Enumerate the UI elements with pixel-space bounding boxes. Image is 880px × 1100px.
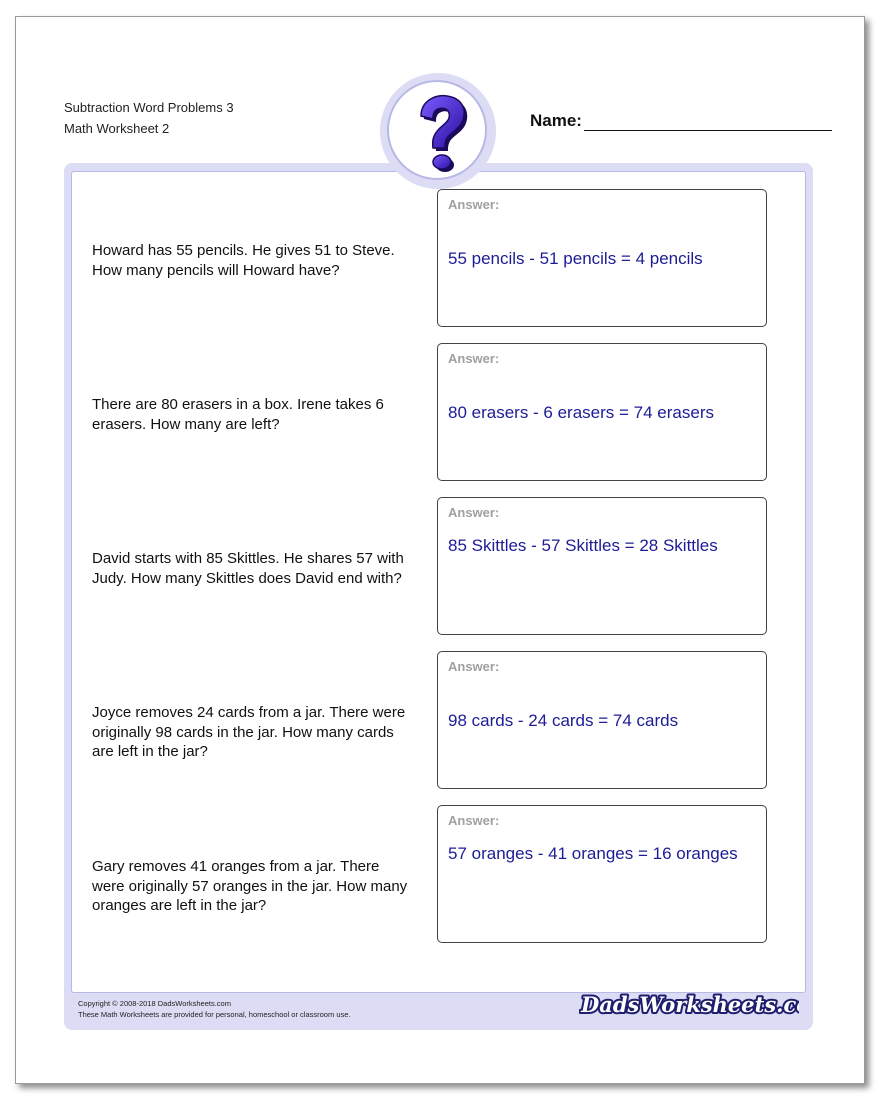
footer-notes [78,998,351,1020]
copyright-text: Copyright © 2008-2018 DadsWorksheets.com [78,999,231,1008]
answer-label: Answer: [448,813,500,828]
worksheet-title-block [64,97,234,139]
problem-text: Joyce removes 24 cards from a jar. There were originally 98 cards in the jar. How many cards are left in the jar? [92,704,406,760]
worksheet-page [15,16,865,1084]
worksheet-subtitle: Math Worksheet 2 [64,121,170,136]
answer-label: Answer: [448,659,500,674]
problems-panel [71,171,806,993]
answer-text: 98 cards - 24 cards = 74 cards [448,711,679,730]
answer-label: Answer: [448,505,500,520]
answer-box [437,343,767,481]
brand-logo-outline: DadsWorksheets.c [581,992,797,1017]
problem-text: Howard has 55 pencils. He gives 51 to Steve. How many pencils will Howard have? [92,242,395,279]
name-underline [584,114,832,131]
problem-text: David starts with 85 Skittles. He shares 57 with Judy. How many Skittles does David end with? [92,550,404,587]
answer-box [437,189,767,327]
answer-text: 57 oranges - 41 oranges = 16 oranges [448,844,738,863]
question-mark-icon [389,82,485,178]
brand-logo-image [579,989,799,1019]
worksheet-title: Subtraction Word Problems 3 [64,100,234,115]
answer-text: 55 pencils - 51 pencils = 4 pencils [448,249,703,268]
answer-label: Answer: [448,351,500,366]
brand-logo [579,989,799,1024]
problems-frame [64,163,813,1030]
answer-box [437,497,767,635]
problem-text: There are 80 erasers in a box. Irene takes 6 erasers. How many are left? [92,396,384,433]
name-label: Name: [530,111,582,130]
logo-ring [387,80,487,180]
logo-badge [380,73,496,189]
usage-notice: These Math Worksheets are provided for personal, homeschool or classroom use. [78,1010,351,1019]
answer-text: 80 erasers - 6 erasers = 74 erasers [448,403,714,422]
name-field [530,111,832,131]
brand-logo-fill: DadsWorksheets.c [581,992,797,1017]
answer-text: 85 Skittles - 57 Skittles = 28 Skittles [448,536,718,555]
problem-text: Gary removes 41 oranges from a jar. There were originally 57 oranges in the jar. How many oranges are left in the jar? [92,858,408,914]
answer-label: Answer: [448,197,500,212]
answer-box [437,805,767,943]
answer-box [437,651,767,789]
